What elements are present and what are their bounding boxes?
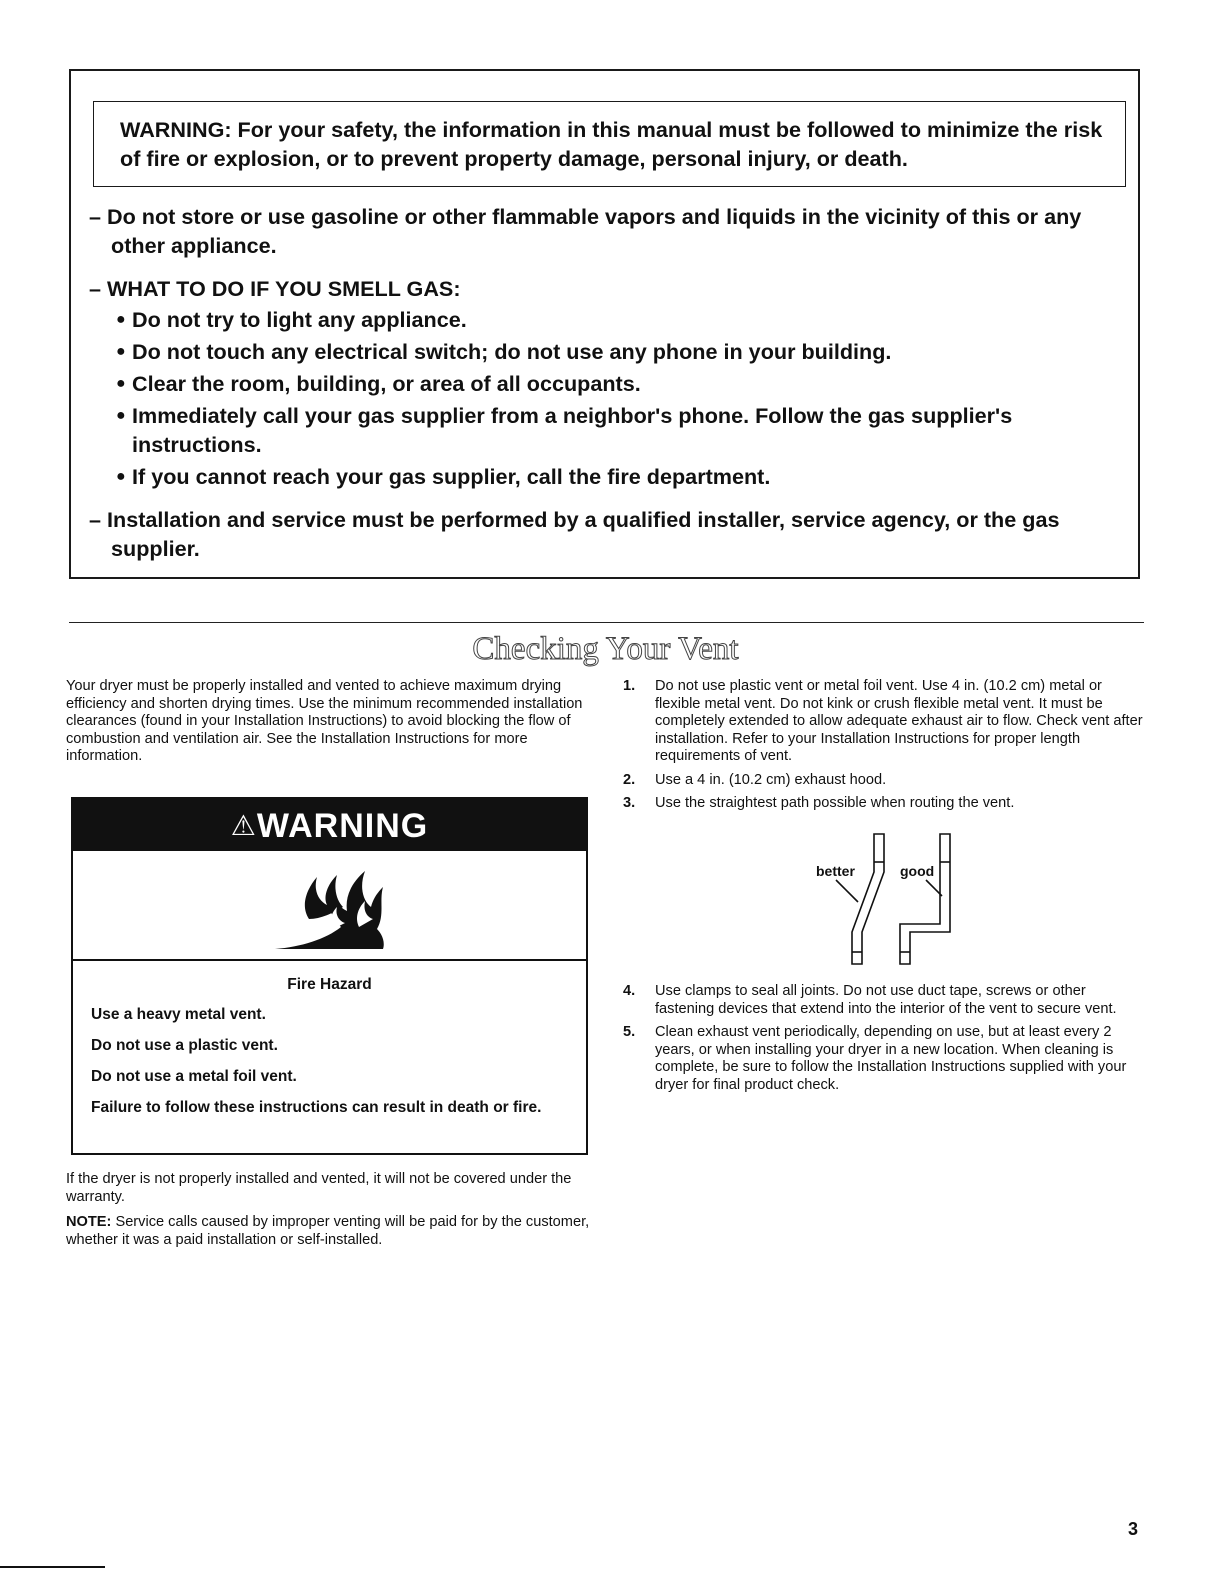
safety-item-installation: – Installation and service must be performed by a qualified installer, service agency, or the gas supplier.	[89, 507, 1060, 561]
page-number: 3	[1128, 1519, 1139, 1539]
left-column-lower	[66, 1171, 591, 1257]
warning-title: Fire Hazard	[287, 976, 372, 993]
vent-routing-figure	[792, 832, 972, 972]
right-column	[620, 678, 1148, 819]
note-paragraph	[66, 1214, 591, 1249]
warning-text	[73, 961, 586, 1117]
gas-bullet: ● Clear the room, building, or area of all occupants.	[116, 371, 641, 396]
warning-triangle-icon: ⚠	[230, 810, 257, 841]
warning-line: Use a heavy metal vent.	[91, 1006, 266, 1023]
gas-bullet-list	[89, 305, 1129, 491]
step-item: 1. Do not use plastic vent or metal foil vent. Use 4 in. (10.2 cm) metal or flexible metal vent. Do not kink or crush flexible metal vent. It must be completely extended to allow adequate exhaust air to flow. Check vent after installation. Refer to your Installation Instructions for proper length requirements of vent.	[623, 678, 1143, 764]
warning-header: ⚠WARNING	[73, 799, 586, 851]
bullet-icon: ●	[116, 375, 126, 392]
step-item: 2. Use a 4 in. (10.2 cm) exhaust hood.	[623, 771, 887, 788]
note-text: Service calls caused by improper venting will be paid for by the customer, whether it was a paid installation or self-installed.	[66, 1214, 590, 1248]
note-label: NOTE:	[66, 1214, 112, 1230]
warranty-paragraph: If the dryer is not properly installed and vented, it will not be covered under the warranty.	[66, 1171, 572, 1205]
fire-warning-box	[71, 797, 588, 1155]
vent-label-good: good	[900, 863, 935, 879]
left-column	[66, 678, 591, 774]
right-column-lower	[620, 983, 1148, 1100]
safety-headline: WARNING: For your safety, the information in this manual must be followed to minimize the risk of fire or explosion, or to prevent property damage, personal injury, or death.	[93, 101, 1126, 187]
step-item: 5. Clean exhaust vent periodically, depending on use, but at least every 2 years, or when installing your dryer in a new location. When cleaning is complete, be sure to follow the Installation Instructions supplied with your dryer for final product check.	[623, 1024, 1127, 1093]
safety-item-smell-gas: – WHAT TO DO IF YOU SMELL GAS:	[89, 276, 461, 301]
gas-bullet: ● Do not touch any electrical switch; do not use any phone in your building.	[116, 339, 892, 364]
fire-icon	[271, 857, 391, 952]
gas-bullet: ● If you cannot reach your gas supplier, call the fire department.	[116, 464, 771, 489]
warning-line: Do not use a metal foil vent.	[91, 1068, 297, 1085]
warning-line: Do not use a plastic vent.	[91, 1037, 278, 1054]
vent-label-better: better	[816, 863, 855, 879]
gas-bullet: ● Do not try to light any appliance.	[116, 307, 467, 332]
bullet-icon: ●	[116, 407, 126, 424]
fire-icon-area	[73, 851, 586, 961]
intro-paragraph: Your dryer must be properly installed and vented to achieve maximum drying efficiency and shorten drying times. Use the minimum recommended installation clearances (found in your Installation Instructions) to avoid blocking the flow of combustion and ventilation air. See the Installation Instructions for more information.	[66, 678, 583, 764]
step-item: 4. Use clamps to seal all joints. Do not use duct tape, screws or other fastening devices that extend into the interior of the vent to secure vent.	[623, 983, 1117, 1017]
gas-bullet: ● Immediately call your gas supplier from a neighbor's phone. Follow the gas supplier's instructions.	[116, 403, 1013, 457]
bullet-icon: ●	[116, 311, 126, 328]
footer-rule	[0, 1566, 105, 1568]
safety-item-flammables: – Do not store or use gasoline or other flammable vapors and liquids in the vicinity of this or any other appliance.	[89, 204, 1082, 258]
bullet-icon: ●	[116, 468, 126, 485]
warning-line: Failure to follow these instructions can result in death or fire.	[91, 1099, 542, 1116]
section-divider	[69, 622, 1144, 623]
safety-list	[89, 202, 1129, 577]
bullet-icon: ●	[116, 343, 126, 360]
section-title: Checking Your Vent	[472, 631, 739, 667]
safety-warning-box	[69, 69, 1140, 579]
step-item: 3. Use the straightest path possible when routing the vent.	[623, 795, 1015, 811]
